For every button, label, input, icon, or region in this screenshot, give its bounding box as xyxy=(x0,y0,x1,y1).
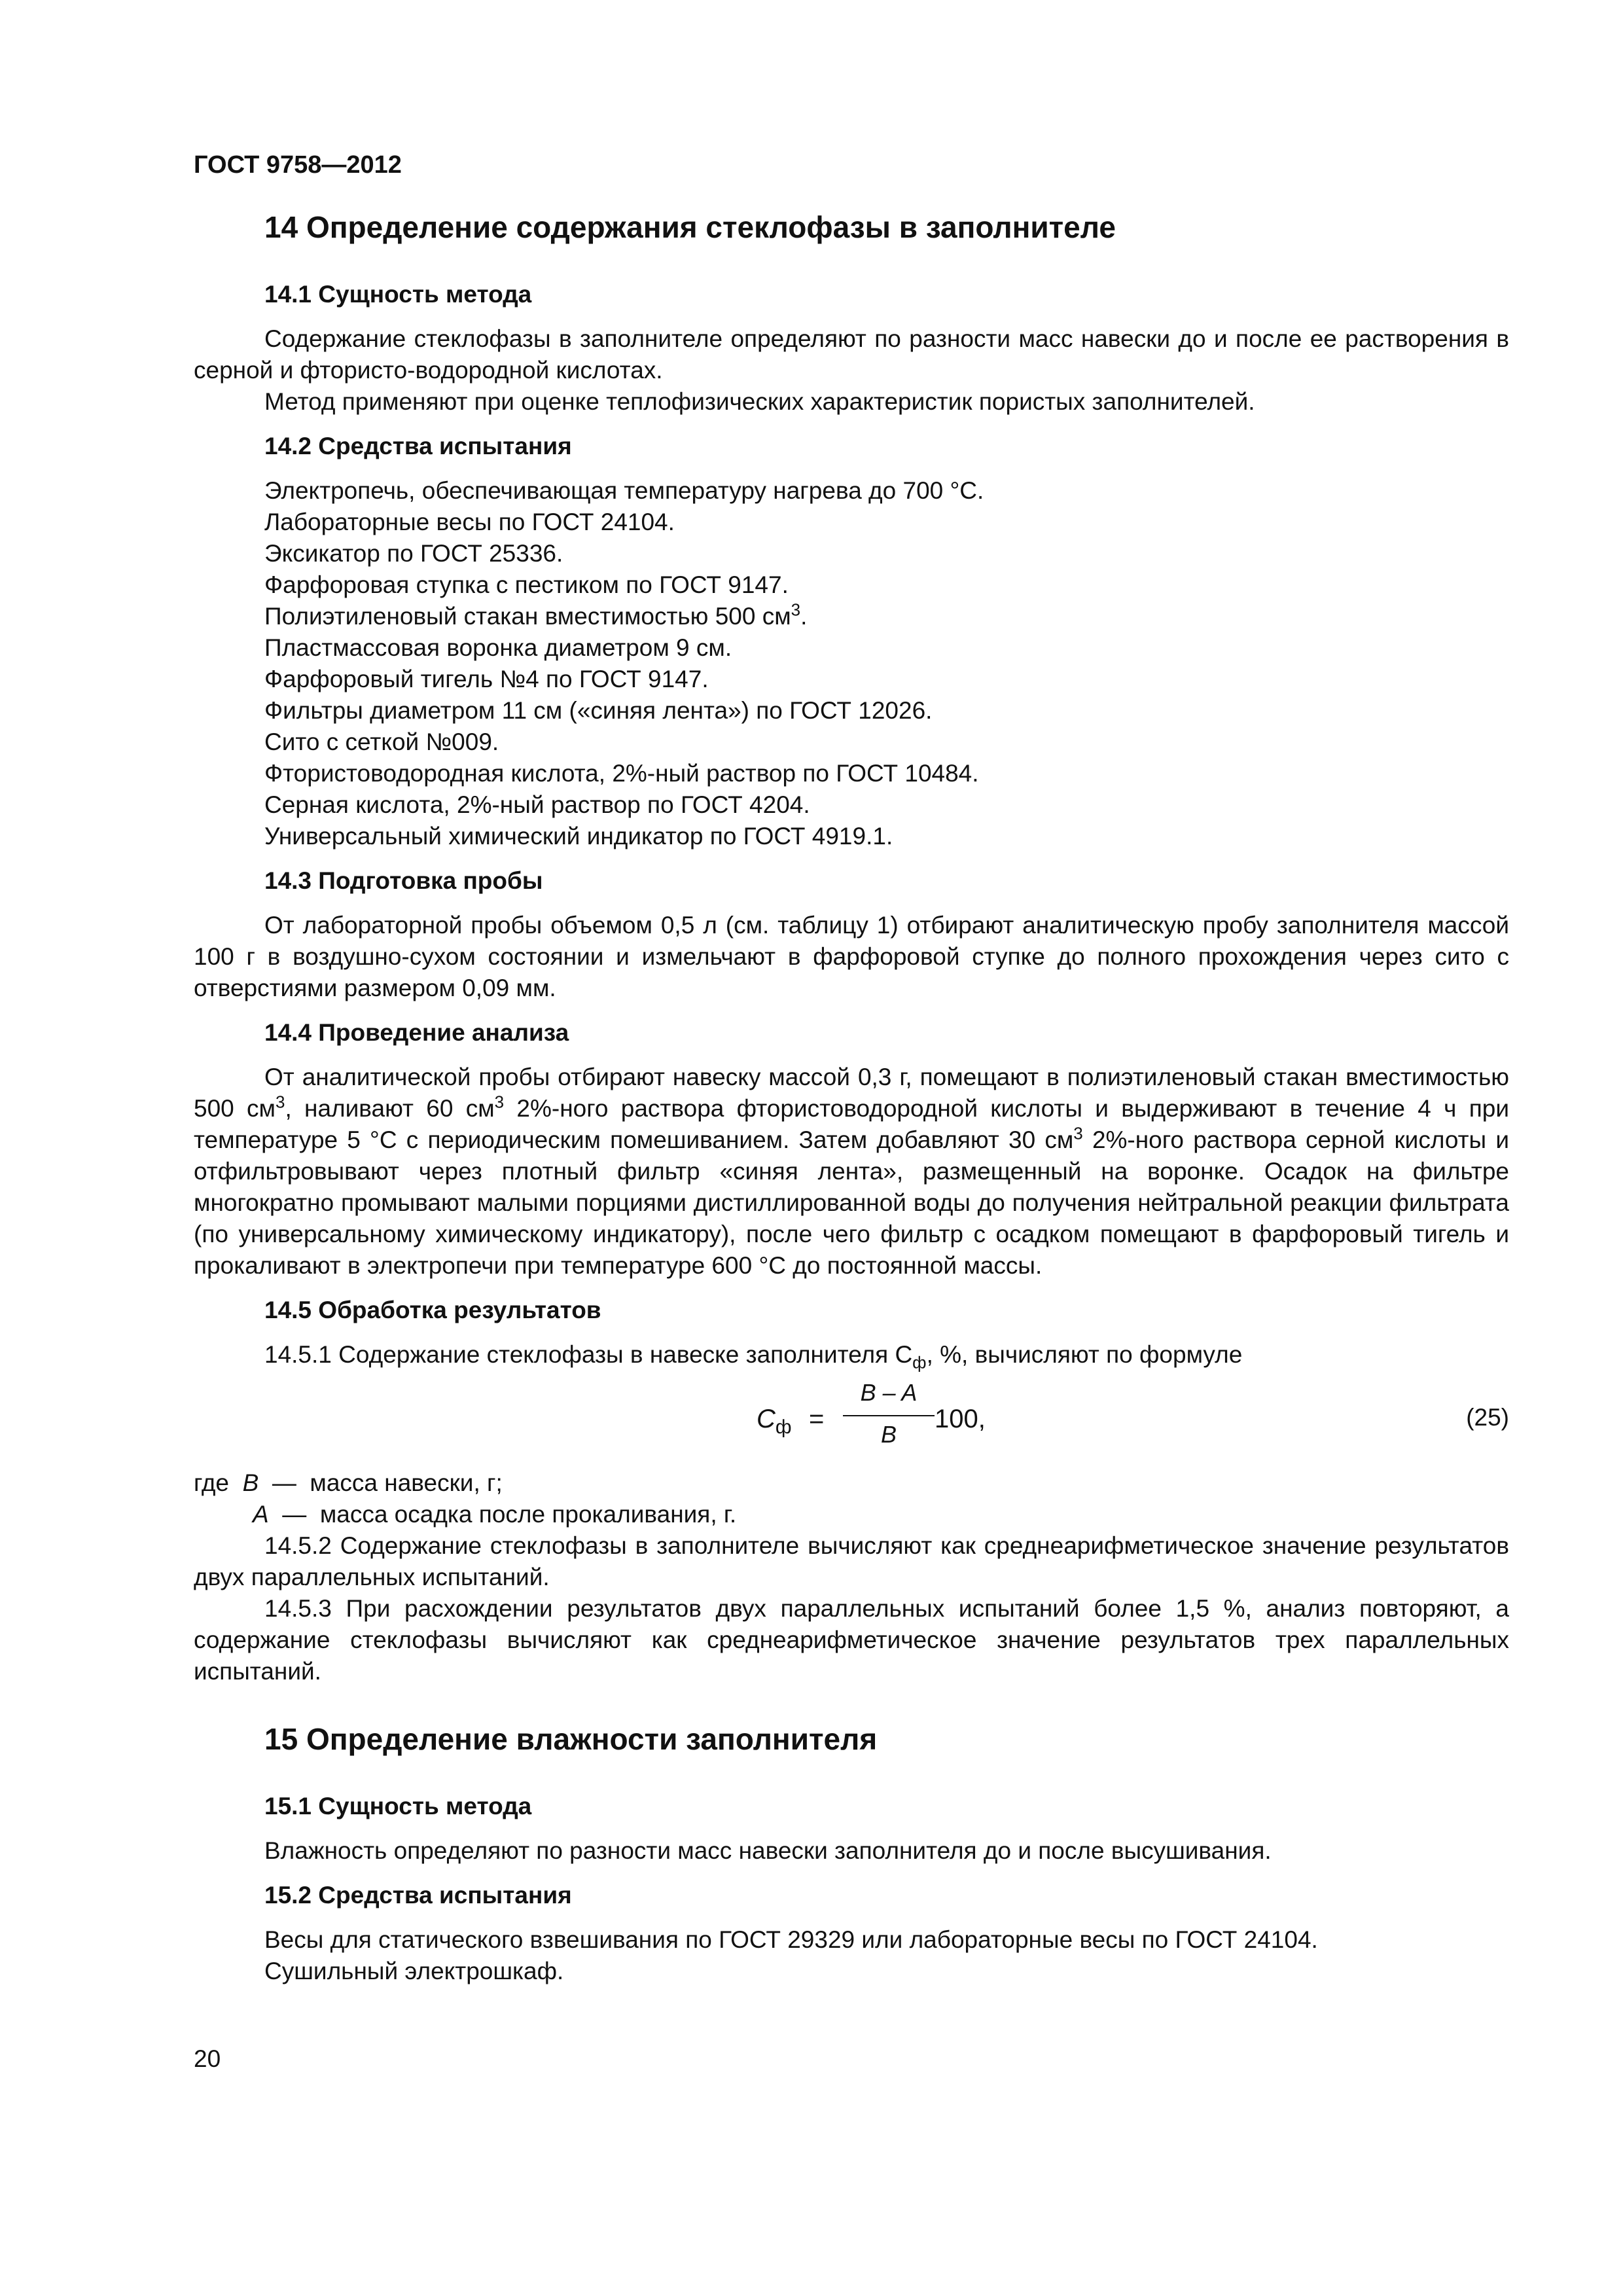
subsection-14-1-title: 14.1 Сущность метода xyxy=(264,281,532,308)
list-item: Фарфоровая ступка с пестиком по ГОСТ 9147. xyxy=(264,571,789,598)
formula-lhs xyxy=(757,1403,792,1438)
text-run: 2%-ного раствора фтористоводородной кислоты и выдерживают в течение 4 ч при температуре 5 °С с периодическим помешиванием. Затем добавляют 30 см xyxy=(194,1095,1510,1153)
document-body xyxy=(194,208,1509,2000)
list-item: Фарфоровый тигель №4 по ГОСТ 9147. xyxy=(264,666,709,692)
text-run: От аналитической пробы отбирают навеску массой 0,3 г, помещают в полиэтиленовый стакан вместимостью 500 см xyxy=(194,1064,1509,1122)
list-item: Сушильный электрошкаф. xyxy=(264,1958,564,1984)
list-item: Серная кислота, 2%-ный раствор по ГОСТ 4204. xyxy=(264,791,810,818)
paragraph xyxy=(194,1062,1509,1282)
section-14-title: 14 Определение содержания стеклофазы в заполнителе xyxy=(264,210,1116,244)
formula-where-line-1 xyxy=(194,1467,1509,1499)
paragraph: Влажность определяют по разности масс навески заполнителя до и после высушивания. xyxy=(264,1837,1272,1864)
equipment-list xyxy=(194,475,1509,852)
formula-where-line-2 xyxy=(194,1499,1509,1530)
paragraph: Содержание стеклофазы в заполнителе определяют по разности масс навески до и после ее растворения в серной и фтористо-водородной кислотах. xyxy=(194,325,1509,384)
list-item: Эксикатор по ГОСТ 25336. xyxy=(264,540,563,567)
formula-coefficient: 100, xyxy=(935,1405,986,1433)
variable-description: масса навески, г; xyxy=(310,1469,503,1496)
subsection-15-1-body xyxy=(194,1835,1509,1867)
formula-subscript: ф xyxy=(775,1416,792,1438)
section-15-title: 15 Определение влажности заполнителя xyxy=(264,1722,878,1756)
paragraph: 14.5.2 Содержание стеклофазы в заполнителе вычисляют как среднеарифметическое значение результатов двух параллельных испытаний. xyxy=(194,1532,1509,1590)
equipment-list xyxy=(194,1924,1509,1987)
subsection-14-1-body xyxy=(194,323,1509,418)
subsection-14-2-title: 14.2 Средства испытания xyxy=(264,433,572,459)
subsection-14-3-title: 14.3 Подготовка пробы xyxy=(264,867,543,894)
formula-numerator: B – A xyxy=(860,1379,918,1406)
variable-description: масса осадка после прокаливания, г. xyxy=(319,1501,737,1528)
subsection-14-5-title: 14.5 Обработка результатов xyxy=(264,1297,601,1323)
formula-symbol: С xyxy=(757,1405,776,1433)
document-id-header: ГОСТ 9758—2012 xyxy=(194,151,402,179)
page-number: 20 xyxy=(194,2045,221,2072)
dash: — xyxy=(282,1501,307,1528)
subsection-14-4-body xyxy=(194,1062,1509,1282)
subsection-14-3-body xyxy=(194,910,1509,1004)
paragraph xyxy=(194,1339,1509,1371)
list-item: Пластмассовая воронка диаметром 9 см. xyxy=(264,634,732,661)
where-label: где xyxy=(194,1469,230,1496)
formula-denominator: B xyxy=(880,1421,897,1448)
subsection-15-2-title: 15.2 Средства испытания xyxy=(264,1882,572,1909)
fraction-bar xyxy=(843,1415,935,1416)
list-item: Весы для статического взвешивания по ГОСТ 29329 или лабораторные весы по ГОСТ 24104. xyxy=(264,1926,1318,1953)
list-item-end: . xyxy=(800,603,808,630)
subsection-14-4-title: 14.4 Проведение анализа xyxy=(264,1019,569,1046)
list-item-text: Полиэтиленовый стакан вместимостью 500 см xyxy=(264,603,791,630)
variable-symbol: A xyxy=(253,1501,269,1528)
text-run: 2%-ного раствора серной кислоты и отфильтровывают через плотный фильтр «синяя лента», размещенный на воронке. Осадок на фильтре многократно промывают малыми порциями дистиллированной воды до получения нейтральной реакции фильтрата (по универсальному химическому индикатору), после чего фильтр с осадком помещают в фарфоровый тигель и прокаливают в электропечи при температуре 600 °С до постоянной массы. xyxy=(194,1126,1510,1279)
superscript: 3 xyxy=(1073,1123,1083,1143)
formula-25 xyxy=(194,1371,1509,1462)
formula-number: (25) xyxy=(1466,1404,1509,1431)
subscript: ф xyxy=(912,1352,927,1372)
paragraph: От лабораторной пробы объемом 0,5 л (см. таблицу 1) отбирают аналитическую пробу заполнителя массой 100 г в воздушно-сухом состоянии и измельчают в фарфоровой ступке до полного прохождения через сито с отверстиями размером 0,09 мм. xyxy=(194,912,1509,1001)
superscript: 3 xyxy=(791,600,801,620)
list-item xyxy=(194,601,1509,632)
paragraph: Метод применяют при оценке теплофизических характеристик пористых заполнителей. xyxy=(264,388,1255,415)
text-run: , %, вычисляют по формуле xyxy=(926,1341,1243,1368)
text-run: 14.5.1 Содержание стеклофазы в навеске заполнителя С xyxy=(264,1341,913,1368)
list-item: Сито с сеткой №009. xyxy=(264,728,499,755)
superscript: 3 xyxy=(275,1092,285,1112)
formula-equals: = xyxy=(809,1405,825,1433)
subsection-15-1-title: 15.1 Сущность метода xyxy=(264,1793,532,1820)
dash: — xyxy=(272,1469,296,1496)
list-item: Универсальный химический индикатор по ГОСТ 4919.1. xyxy=(264,823,893,850)
list-item: Лабораторные весы по ГОСТ 24104. xyxy=(264,509,675,535)
spacer xyxy=(194,1687,1509,1720)
superscript: 3 xyxy=(494,1092,505,1112)
list-item: Электропечь, обеспечивающая температуру нагрева до 700 °С. xyxy=(264,477,984,504)
list-item: Фильтры диаметром 11 см («синяя лента») по ГОСТ 12026. xyxy=(264,697,933,724)
text-run: , наливают 60 см xyxy=(285,1095,495,1122)
list-item: Фтористоводородная кислота, 2%-ный раствор по ГОСТ 10484. xyxy=(264,760,979,787)
paragraph: 14.5.3 При расхождении результатов двух параллельных испытаний более 1,5 %, анализ повторяют, а содержание стеклофазы вычисляют как среднеарифметическое значение результатов трех параллельных испытаний. xyxy=(194,1595,1509,1685)
variable-symbol: B xyxy=(242,1469,259,1496)
